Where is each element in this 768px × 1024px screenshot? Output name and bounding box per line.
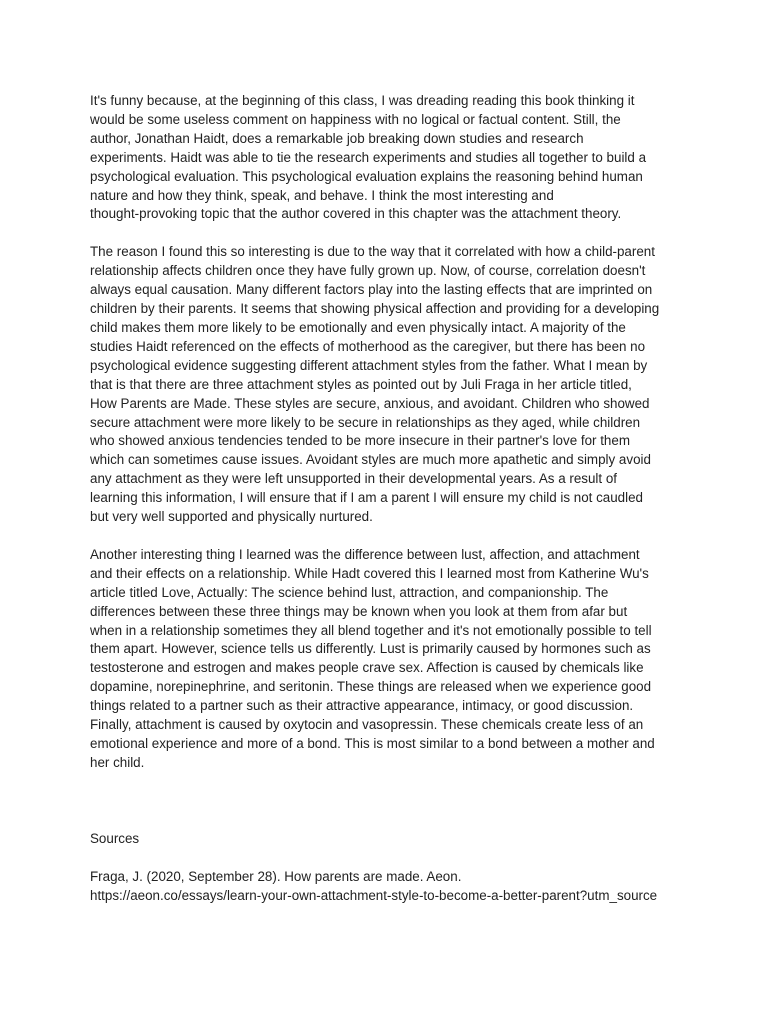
text-line: and their effects on a relationship. While Hadt covered this I learned most from Katherine Wu's bbox=[90, 565, 649, 581]
paragraph-3 bbox=[90, 546, 678, 773]
text-line: but very well supported and physically nurtured. bbox=[90, 509, 373, 525]
text-line: which can sometimes cause issues. Avoidant styles are much more apathetic and simply avoid bbox=[90, 452, 651, 468]
text-line: testosterone and estrogen and makes people crave sex. Affection is caused by chemicals like bbox=[90, 660, 644, 676]
text-line: Finally, attachment is caused by oxytocin and vasopressin. These chemicals create less of an bbox=[90, 717, 644, 733]
text-line: dopamine, norepinephrine, and seritonin. These things are released when we experience good bbox=[90, 679, 652, 695]
text-line: psychological evidence suggesting different attachment styles from the father. What I mean by bbox=[90, 357, 648, 373]
text-line: How Parents are Made. These styles are secure, anxious, and avoidant. Children who showed bbox=[90, 395, 650, 411]
text-line: child makes them more likely to be emotionally and even physically intact. A majority of the bbox=[90, 319, 626, 335]
text-line: would be some useless comment on happiness with no logical or factual content. Still, the bbox=[90, 111, 621, 127]
text-line: children by their parents. It seems that showing physical affection and providing for a developing bbox=[90, 301, 660, 317]
text-line: that is that there are three attachment styles as pointed out by Juli Fraga in her article titled, bbox=[90, 376, 632, 392]
text-line: studies Haidt referenced on the effects of motherhood as the caregiver, but there has been no bbox=[90, 338, 646, 354]
text-line: thought-provoking topic that the author covered in this chapter was the attachment theory. bbox=[90, 206, 622, 222]
text-line: when in a relationship sometimes they all blend together and it's not emotionally possible to tell bbox=[90, 622, 652, 638]
text-line: Another interesting thing I learned was the difference between lust, affection, and attachment bbox=[90, 546, 640, 562]
document-page bbox=[90, 92, 678, 906]
text-line: nature and how they think, speak, and behave. I think the most interesting and bbox=[90, 187, 554, 203]
citation-text: Fraga, J. (2020, September 28). How parents are made. Aeon. bbox=[90, 868, 462, 884]
text-line: learning this information, I will ensure that if I am a parent I will ensure my child is not caudled bbox=[90, 490, 643, 506]
citation bbox=[90, 868, 678, 906]
citation-url: https://aeon.co/essays/learn-your-own-attachment-style-to-become-a-better-parent?utm_source bbox=[90, 887, 658, 903]
text-line: psychological evaluation. This psychological evaluation explains the reasoning behind human bbox=[90, 168, 643, 184]
text-line: them apart. However, science tells us differently. Lust is primarily caused by hormones such as bbox=[90, 641, 651, 657]
text-line: emotional experience and more of a bond. This is most similar to a bond between a mother and bbox=[90, 736, 655, 751]
text-line: experiments. Haidt was able to tie the research experiments and studies all together to build a bbox=[90, 149, 647, 165]
text-line: author, Jonathan Haidt, does a remarkable job breaking down studies and research bbox=[90, 130, 584, 146]
text-line: It's funny because, at the beginning of this class, I was dreading reading this book thinking it bbox=[90, 93, 635, 108]
text-line: secure attachment were more likely to be secure in relationships as they aged, while children bbox=[90, 414, 641, 430]
text-line: her child. bbox=[90, 754, 145, 770]
text-line: always equal causation. Many different factors play into the lasting effects that are imprinted on bbox=[90, 282, 653, 298]
text-line: article titled Love, Actually: The science behind lust, attraction, and companionship. The bbox=[90, 584, 609, 600]
sources-heading: Sources bbox=[90, 830, 140, 846]
paragraph-1 bbox=[90, 92, 678, 224]
text-line: any attachment as they were left unsupported in their developmental years. As a result of bbox=[90, 471, 617, 487]
text-line: The reason I found this so interesting is due to the way that it correlated with how a child-parent bbox=[90, 244, 655, 260]
paragraph-2 bbox=[90, 243, 678, 527]
text-line: differences between these three things may be known when you look at them from afar but bbox=[90, 603, 628, 619]
text-line: who showed anxious tendencies tended to be more insecure in their partner's love for them bbox=[90, 433, 630, 449]
text-line: relationship affects children once they have fully grown up. Now, of course, correlation doesn't bbox=[90, 263, 646, 279]
text-line: things related to a partner such as their attractive appearance, intimacy, or good discussion. bbox=[90, 698, 634, 714]
